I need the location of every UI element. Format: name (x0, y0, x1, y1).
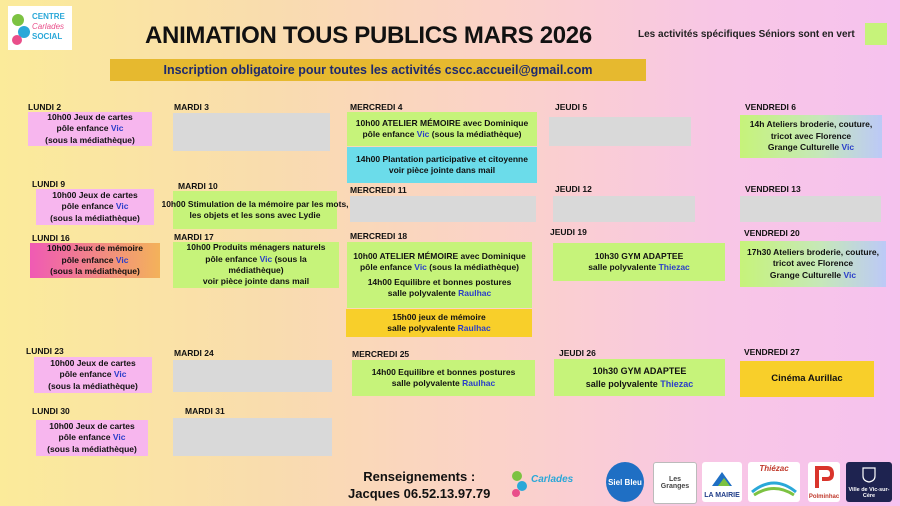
activity-lundi-9 (36, 189, 154, 225)
activity-line: 10h00 Stimulation de la mémoire par les mots, (161, 198, 349, 209)
logo-text: LA MAIRIE (704, 492, 740, 499)
svg-text:SOCIAL: SOCIAL (32, 32, 63, 41)
thiezac-logo (748, 462, 800, 502)
activity-line: Grange Culturelle (767, 142, 842, 153)
empty-slot-jeudi-12 (553, 196, 695, 222)
contact-phone: Jacques 06.52.13.97.79 (348, 486, 491, 501)
activity-line: salle polyvalente (585, 378, 661, 389)
activity-line: pôle enfance (61, 201, 116, 212)
activity-mardi-17 (173, 242, 339, 288)
activity-line: (sous la médiathèque) (50, 212, 140, 223)
day-label-jeudi-12: JEUDI 12 (555, 184, 592, 194)
day-label-mardi-24: MARDI 24 (174, 348, 214, 358)
les-granges-logo (653, 462, 697, 504)
activity-line: 14h Ateliers broderie, couture, (749, 119, 873, 130)
logo-text: Carlades (531, 474, 574, 485)
place-name: Raulhac (462, 378, 496, 388)
activity-line: 10h00 ATELIER MÉMOIRE avec Dominique (355, 117, 529, 128)
place-name: Vic (115, 201, 129, 212)
place-name: Raulhac (457, 323, 491, 333)
contact-info (348, 468, 490, 502)
activity-line: 14h00 Equilibre et bonnes postures (367, 276, 512, 287)
activity-line: 10h00 Produits ménagers naturels (186, 242, 326, 253)
empty-slot-mardi-24 (173, 360, 332, 392)
logo-text: Polminhac (808, 494, 840, 500)
activity-line: tricot avec Florence (770, 130, 852, 141)
empty-slot-mercredi-11 (350, 196, 536, 222)
activity-line: 10h00 Jeux de mémoire (47, 243, 143, 254)
place-name: Raulhac (458, 287, 492, 298)
activity-mercredi-4-morning (347, 112, 537, 146)
activity-line: Cinéma Aurillac (771, 372, 843, 384)
activity-line: 15h00 jeux de mémoire (392, 311, 486, 322)
activity-line: pôle enfance (58, 432, 113, 443)
activity-line: 14h00 Plantation participative et citoyenne (356, 153, 528, 164)
place-name: Vic (841, 142, 855, 153)
activity-line: 10h00 Jeux de cartes (52, 189, 138, 200)
activity-mercredi-18-afternoon (346, 309, 532, 337)
activity-vendredi-20 (740, 241, 886, 287)
activity-jeudi-26 (554, 359, 725, 396)
activity-line: 14h00 Equilibre et bonnes postures (371, 366, 516, 377)
activity-line: pôle enfance (359, 262, 415, 273)
logo-text: Les Granges (660, 476, 690, 490)
day-label-vendredi-27: VENDREDI 27 (744, 347, 800, 357)
day-label-mardi-31: MARDI 31 (185, 406, 225, 416)
activity-mercredi-18 (347, 242, 532, 308)
empty-slot-mardi-3 (173, 113, 330, 151)
day-label-mardi-10: MARDI 10 (178, 181, 218, 191)
siel-bleu-logo (606, 462, 644, 502)
centre-social-logo (8, 6, 72, 50)
activity-line: pôle enfance (205, 253, 260, 264)
activity-line: voir pièce jointe dans mail (388, 165, 496, 175)
activity-mercredi-25 (352, 360, 535, 396)
logo-text: Siel Bleu (608, 477, 642, 487)
day-label-jeudi-26: JEUDI 26 (559, 348, 596, 358)
activity-line: 10h30 GYM ADAPTEE (594, 250, 684, 261)
place-name: Vic (110, 123, 124, 134)
logo-text: Ville de Vic-sur-Cère (848, 487, 890, 499)
place-name: Vic (843, 269, 857, 280)
activity-line: (sous la médiathèque) (48, 380, 138, 391)
day-label-mercredi-18: MERCREDI 18 (350, 231, 408, 241)
activity-line: Grange Culturelle (769, 269, 844, 280)
day-label-mercredi-4: MERCREDI 4 (350, 102, 403, 112)
contact-heading: Renseignements : (363, 469, 476, 484)
day-label-vendredi-6: VENDREDI 6 (745, 102, 797, 112)
activity-line: (sous la médiathèque) (47, 443, 137, 454)
place-name: Vic (414, 262, 427, 273)
activity-lundi-2 (28, 112, 152, 146)
day-label-vendredi-20: VENDREDI 20 (744, 228, 800, 238)
la-mairie-logo (702, 462, 742, 502)
day-label-jeudi-19: JEUDI 19 (550, 227, 587, 237)
activity-lundi-30 (36, 420, 148, 456)
activity-line: salle polyvalente (588, 262, 659, 272)
activity-vendredi-6 (740, 115, 882, 158)
activity-lundi-16 (30, 243, 160, 278)
place-name: Thiezac (660, 378, 694, 389)
activity-mardi-10 (161, 191, 349, 229)
day-label-jeudi-5: JEUDI 5 (555, 102, 588, 112)
empty-slot-jeudi-5 (549, 117, 691, 146)
activity-jeudi-19 (553, 243, 725, 281)
activity-line: salle polyvalente (391, 378, 463, 388)
day-label-mercredi-11: MERCREDI 11 (350, 185, 407, 195)
activity-line: pôle enfance (362, 129, 417, 139)
day-label-lundi-23: LUNDI 23 (26, 346, 64, 356)
activity-line: voir pièce jointe dans mail (202, 276, 310, 287)
activity-line: pôle enfance (56, 123, 111, 134)
activity-line: (sous la médiathèque) (45, 134, 135, 145)
activity-line: salle polyvalente (387, 323, 458, 333)
place-name: Vic (416, 129, 430, 139)
day-label-vendredi-13: VENDREDI 13 (745, 184, 801, 194)
place-name: Vic (259, 253, 273, 264)
activity-line: 10h00 Jeux de cartes (50, 357, 136, 368)
polminhac-logo (808, 462, 840, 502)
activity-line: (sous la (272, 253, 307, 264)
activity-line: les objets et les sons avec Lydie (189, 210, 321, 220)
activity-lundi-23 (34, 357, 152, 393)
place-name: Vic (115, 254, 129, 265)
activity-line: 10h00 Jeux de cartes (49, 420, 135, 431)
empty-slot-vendredi-13 (740, 196, 881, 222)
svg-text:Carlades: Carlades (32, 22, 65, 31)
place-name: Vic (113, 369, 127, 380)
activity-line: (sous la médiathèque) (50, 266, 140, 277)
day-label-mercredi-25: MERCREDI 25 (352, 349, 410, 359)
activity-line: pôle enfance (61, 254, 116, 265)
day-label-lundi-30: LUNDI 30 (32, 406, 70, 416)
legend-text: Les activités spécifiques Séniors sont en vert (638, 29, 855, 40)
day-label-lundi-9: LUNDI 9 (32, 179, 66, 189)
registration-banner: Inscription obligatoire pour toutes les activités cscc.accueil@gmail.com (110, 59, 646, 81)
activity-line: pôle enfance (59, 369, 114, 380)
carlades-logo (507, 462, 597, 502)
day-label-mardi-3: MARDI 3 (174, 102, 209, 112)
activity-line: salle polyvalente (387, 287, 459, 298)
activity-line: 17h30 Ateliers broderie, couture, (747, 246, 879, 257)
activity-line: 10h30 GYM ADAPTEE (592, 366, 687, 377)
logo-text: Thiézac (759, 464, 789, 473)
page-title: ANIMATION TOUS PUBLICS MARS 2026 (145, 22, 592, 49)
day-label-lundi-16: LUNDI 16 (32, 233, 70, 243)
day-label-lundi-2: LUNDI 2 (28, 102, 62, 112)
svg-text:CENTRE: CENTRE (32, 12, 65, 21)
activity-line: tricot avec Florence (772, 258, 854, 269)
legend-swatch-green (865, 23, 887, 45)
day-label-mardi-17: MARDI 17 (174, 232, 214, 242)
activity-vendredi-27 (740, 361, 874, 397)
activity-line: 10h00 ATELIER MÉMOIRE avec Dominique (353, 250, 526, 261)
empty-slot-mardi-31 (173, 418, 332, 456)
activity-line: (sous la médiathèque) (429, 129, 522, 139)
vic-sur-cere-logo (846, 462, 892, 502)
activity-line: 10h00 Jeux de cartes (47, 111, 133, 122)
place-name: Vic (112, 432, 126, 443)
place-name: Thiezac (658, 262, 690, 272)
activity-line: (sous la médiathèque) (426, 262, 520, 273)
activity-line: médiathèque) (228, 265, 284, 275)
activity-mercredi-4-afternoon (347, 147, 537, 183)
